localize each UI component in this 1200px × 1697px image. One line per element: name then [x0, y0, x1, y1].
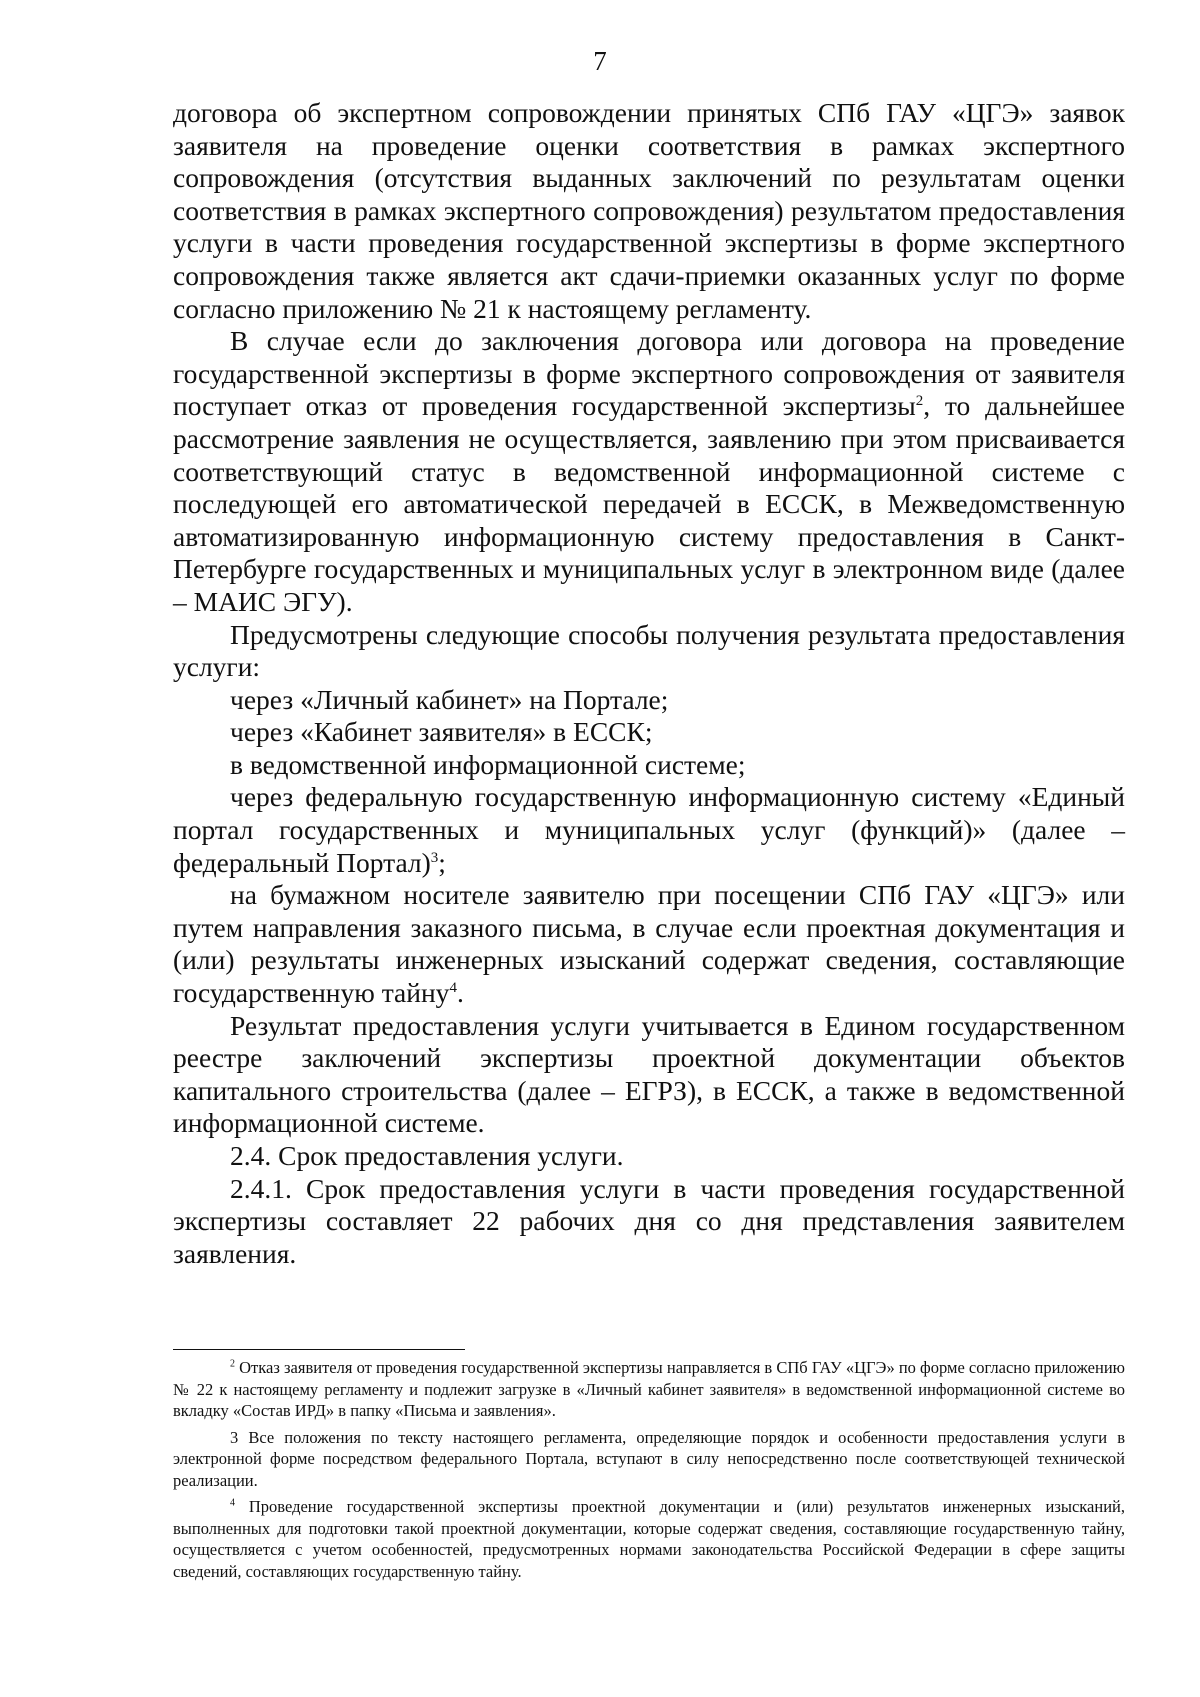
footnote-4-mark: 4: [230, 1497, 235, 1509]
footnote-4-text: Проведение государственной экспертизы проектной документации и (или) результатов инженерных изысканий, выполненных для подготовки такой проектной документации, которые содержат сведения, составляющие государственную тайну, осуществляется с учетом особенностей, предусмотренных нормами законодательства Российской Федерации в сфере защиты сведений, составляющих государственную тайну.: [173, 1497, 1125, 1581]
footnote-2: [173, 1357, 1125, 1422]
footnote-ref-4[interactable]: 4: [449, 979, 457, 996]
paragraph-result-registry: Результат предоставления услуги учитывается в Едином государственном реестре заключений экспертизы проектной документации объектов капитального строительства (далее – ЕГРЗ), в ЕССК, а также в ведомственной информационной системе.: [173, 1009, 1125, 1139]
paragraph-refusal-text: В случае если до заключения договора или договора на проведение государственной экспертизы в форме экспертного сопровождения от заявителя поступает отказ от проведения государственной экспертизы: [173, 325, 1125, 422]
list-item-text-end: ;: [438, 846, 446, 878]
page-number: 7: [593, 46, 607, 76]
list-item: через «Личный кабинет» на Портале;: [230, 683, 669, 715]
list-item: [173, 879, 1125, 1009]
footnote-ref-2[interactable]: 2: [915, 393, 924, 410]
document-body: [173, 97, 1125, 1270]
footnote-3: 3 Все положения по тексту настоящего регламента, определяющие порядок и особенности предоставления услуги в электронной форме посредством федерального Портала, вступают в силу непосредственно после соответствующей технической реализации.: [173, 1427, 1125, 1490]
footnote-2-text: Отказ заявителя от проведения государственной экспертизы направляется в СПб ГАУ «ЦГЭ» по форме согласно приложению № 22 к настоящему регламенту и подлежит загрузке в «Личный кабинет заявителя» в ведомственной информационной системе во вкладку «Состав ИРД» в папку «Письма и заявления».: [173, 1358, 1125, 1420]
paragraph-contract-continuation: договора об экспертном сопровождении принятых СПб ГАУ «ЦГЭ» заявок заявителя на проведение оценки соответствия в рамках экспертного сопровождения (отсутствия выданных заключений по результатам оценки соответствия в рамках экспертного сопровождения) результатом предоставления услуги в части проведения государственной экспертизы в форме экспертного сопровождения также является акт сдачи-приемки оказанных услуг по форме согласно приложению № 21 к настоящему регламенту.: [173, 97, 1125, 324]
paragraph-result-methods: Предусмотрены следующие способы получения результата предоставления услуги:: [173, 618, 1125, 683]
paragraph-2-4-1: 2.4.1. Срок предоставления услуги в части проведения государственной экспертизы составляет 22 рабочих дня со дня представления заявителем заявления.: [173, 1172, 1125, 1269]
footnote-4: [173, 1496, 1125, 1582]
list-item: в ведомственной информационной системе;: [230, 748, 746, 780]
list-item: через «Кабинет заявителя» в ЕССК;: [230, 716, 653, 748]
list-item-text: на бумажном носителе заявителю при посещении СПб ГАУ «ЦГЭ» или путем направления заказного письма, в случае если проектная документация и (или) результаты инженерных изысканий содержат сведения, составляющие государственную тайну: [173, 879, 1125, 1009]
paragraph-refusal-text-cont: , то дальнейшее рассмотрение заявления не осуществляется, заявлению при этом присваивается соответствующий статус в ведомственной информационной системе с последующей его автоматической передачей в ЕССК, в Межведомственную автоматизированную информационную систему предоставления в Санкт-Петербурге государственных и муниципальных услуг в электронном виде (далее – МАИС ЭГУ).: [173, 390, 1125, 617]
footnotes: [173, 1357, 1125, 1587]
footnote-ref-3[interactable]: 3: [430, 849, 439, 866]
list-item-text: через федеральную государственную информационную систему «Единый портал государственных и муниципальных услуг (функций)» (далее – федеральный Портал): [173, 781, 1125, 878]
footnote-divider: [173, 1349, 465, 1350]
list-item: [173, 781, 1125, 879]
section-heading-2-4: 2.4. Срок предоставления услуги.: [230, 1140, 624, 1171]
footnote-2-mark: 2: [230, 1358, 235, 1370]
list-item-text-end: .: [456, 977, 464, 1009]
paragraph-refusal: [173, 325, 1125, 618]
